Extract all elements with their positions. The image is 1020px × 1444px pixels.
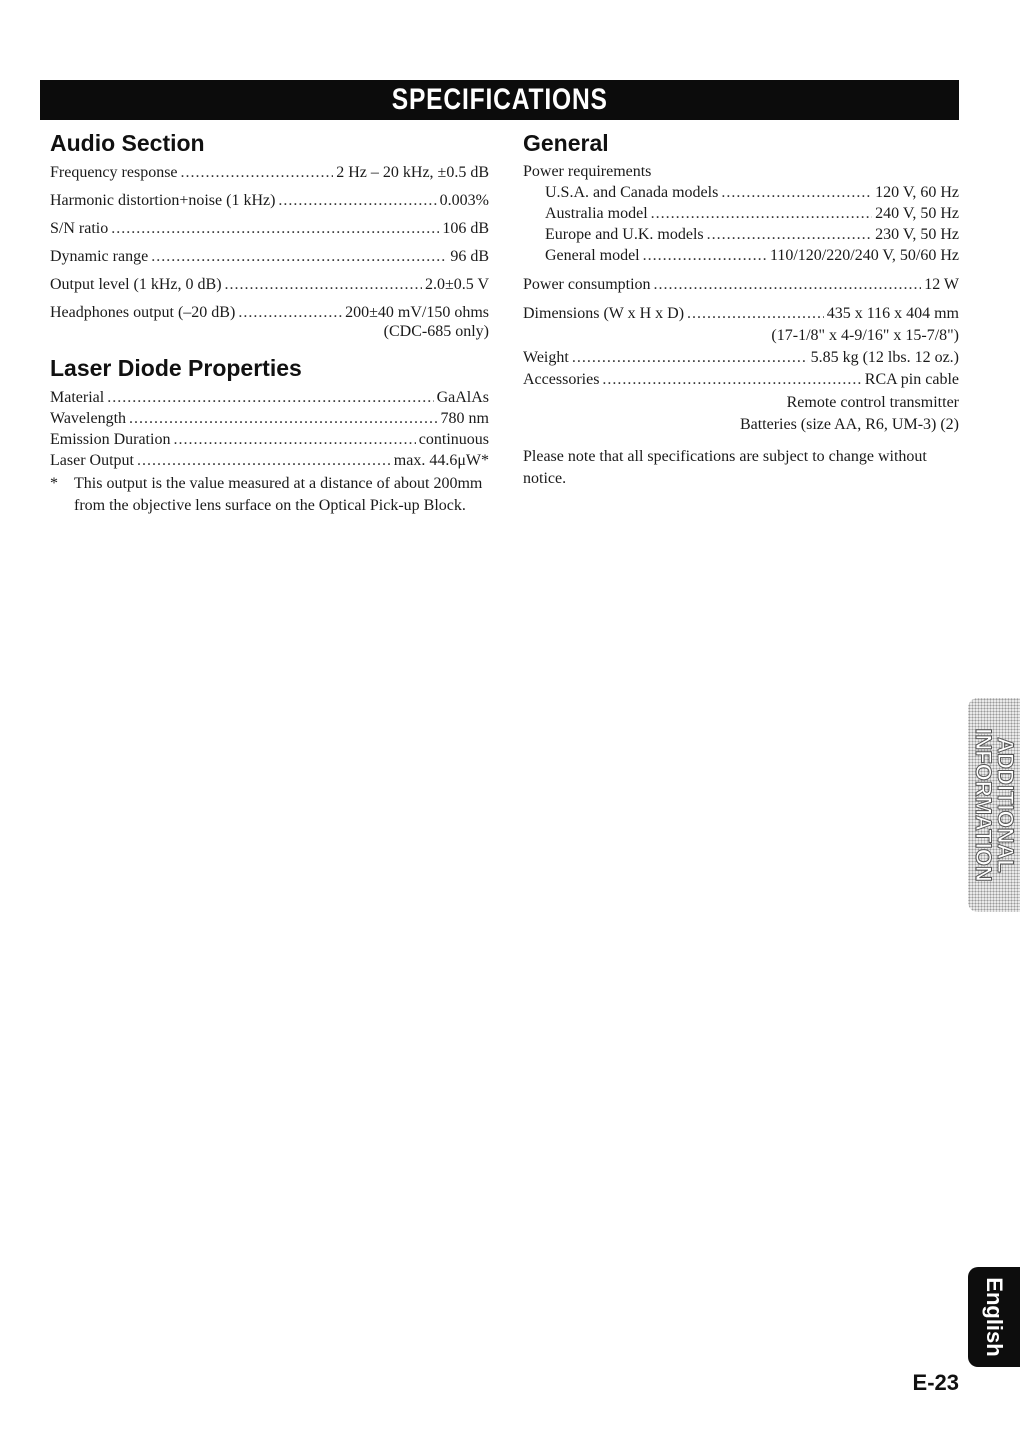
leader-dots xyxy=(129,409,438,428)
side-tab-line2: INFORMATION xyxy=(971,728,996,882)
general-section-heading: General xyxy=(523,130,609,156)
leader-dots xyxy=(721,183,872,202)
spec-label: S/N ratio xyxy=(50,220,109,237)
specifications-banner xyxy=(40,80,959,120)
spec-label: Emission Duration xyxy=(50,431,171,448)
additional-information-tab xyxy=(968,698,1020,912)
power-requirements-label: Power requirements xyxy=(523,163,652,180)
spec-label: Output level (1 kHz, 0 dB) xyxy=(50,276,222,293)
leader-dots xyxy=(107,388,433,407)
audio-section-heading: Audio Section xyxy=(50,130,205,156)
laser-footnote xyxy=(50,473,489,517)
leader-dots xyxy=(643,246,767,265)
leader-dots xyxy=(654,275,922,294)
spec-value: 230 V, 50 Hz xyxy=(875,226,959,243)
leader-dots xyxy=(651,204,873,223)
spec-row xyxy=(545,225,959,244)
spec-value: 780 nm xyxy=(440,410,489,427)
spec-row xyxy=(50,430,489,449)
spec-label: Wavelength xyxy=(50,410,127,427)
spec-label: Dimensions (W x H x D) xyxy=(523,305,685,322)
language-tab xyxy=(968,1267,1020,1367)
accessory-batteries: Batteries (size AA, R6, UM-3) (2) xyxy=(739,416,959,433)
spec-row xyxy=(50,303,489,322)
leader-dots xyxy=(173,430,415,449)
spec-value: 96 dB xyxy=(450,248,489,265)
leader-dots xyxy=(278,191,436,210)
spec-label: Headphones output (–20 dB) xyxy=(50,304,236,321)
power-requirements-list xyxy=(523,183,959,265)
laser-section-heading: Laser Diode Properties xyxy=(50,355,302,381)
weight-row xyxy=(523,348,959,367)
side-tab-text xyxy=(972,728,1016,882)
spec-row xyxy=(50,191,489,210)
spec-value: RCA pin cable xyxy=(864,371,959,388)
dimensions-inch: (17-1/8" x 4-9/16" x 15-7/8") xyxy=(771,327,959,344)
spec-label: Laser Output xyxy=(50,452,134,469)
dimensions-row xyxy=(523,304,959,323)
spec-label: Power consumption xyxy=(523,276,651,293)
leader-dots xyxy=(707,225,873,244)
spec-value: max. 44.6μW* xyxy=(393,452,489,469)
banner-title: SPECIFICATIONS xyxy=(391,83,608,116)
spec-row xyxy=(50,163,489,182)
spec-row xyxy=(50,247,489,266)
spec-row xyxy=(50,388,489,407)
spec-value: 2 Hz – 20 kHz, ±0.5 dB xyxy=(336,164,489,181)
right-column xyxy=(523,130,959,490)
page-number: E-23 xyxy=(912,1370,959,1395)
power-consumption-row xyxy=(523,275,959,294)
spec-label: U.S.A. and Canada models xyxy=(545,184,719,201)
spec-label: General model xyxy=(545,247,640,264)
leader-dots xyxy=(137,451,391,470)
leader-dots xyxy=(151,247,447,266)
leader-dots xyxy=(572,348,808,367)
footnote-mark: * xyxy=(50,475,58,492)
accessories-row xyxy=(523,370,959,389)
spec-label: Weight xyxy=(523,349,569,366)
spec-row xyxy=(50,219,489,238)
spec-row xyxy=(545,183,959,202)
change-notice: Please note that all specifications are subject to change without notice. xyxy=(523,448,927,487)
headphones-note: (CDC-685 only) xyxy=(383,323,489,340)
leader-dots xyxy=(687,304,824,323)
spec-value: 120 V, 60 Hz xyxy=(875,184,959,201)
spec-label: Harmonic distortion+noise (1 kHz) xyxy=(50,192,276,209)
accessory-remote: Remote control transmitter xyxy=(786,394,959,411)
spec-value: GaAlAs xyxy=(436,389,489,406)
spec-label: Australia model xyxy=(545,205,648,222)
side-tab-line1: ADDITIONAL xyxy=(993,737,1018,873)
spec-label: Europe and U.K. models xyxy=(545,226,704,243)
spec-label: Accessories xyxy=(523,371,600,388)
spec-value: 240 V, 50 Hz xyxy=(875,205,959,222)
spec-row xyxy=(545,204,959,223)
spec-value: 2.0±0.5 V xyxy=(424,276,489,293)
left-column xyxy=(50,130,489,517)
spec-value: 435 x 116 x 404 mm xyxy=(826,305,959,322)
audio-section xyxy=(50,130,489,341)
footnote-text: This output is the value measured at a distance of about 200mm from the objective lens surface on the Optical Pick-up Block. xyxy=(74,475,483,514)
spec-label: Dynamic range xyxy=(50,248,149,265)
laser-section xyxy=(50,355,489,517)
spec-value: 106 dB xyxy=(442,220,489,237)
spec-label: Material xyxy=(50,389,105,406)
spec-value: 0.003% xyxy=(439,192,489,209)
spec-row xyxy=(545,246,959,265)
leader-dots xyxy=(111,219,439,238)
spec-row xyxy=(50,451,489,470)
leader-dots xyxy=(225,275,422,294)
spec-value: 12 W xyxy=(924,276,959,293)
spec-value: 5.85 kg (12 lbs. 12 oz.) xyxy=(810,349,959,366)
spec-label: Frequency response xyxy=(50,164,178,181)
spec-row xyxy=(50,275,489,294)
leader-dots xyxy=(181,163,334,182)
spec-value: 110/120/220/240 V, 50/60 Hz xyxy=(769,247,959,264)
spec-value: 200±40 mV/150 ohms xyxy=(345,304,489,321)
spec-value: continuous xyxy=(418,431,489,448)
leader-dots xyxy=(238,303,342,322)
leader-dots xyxy=(602,370,861,389)
language-tab-label: English xyxy=(982,1277,1007,1357)
spec-row xyxy=(50,409,489,428)
